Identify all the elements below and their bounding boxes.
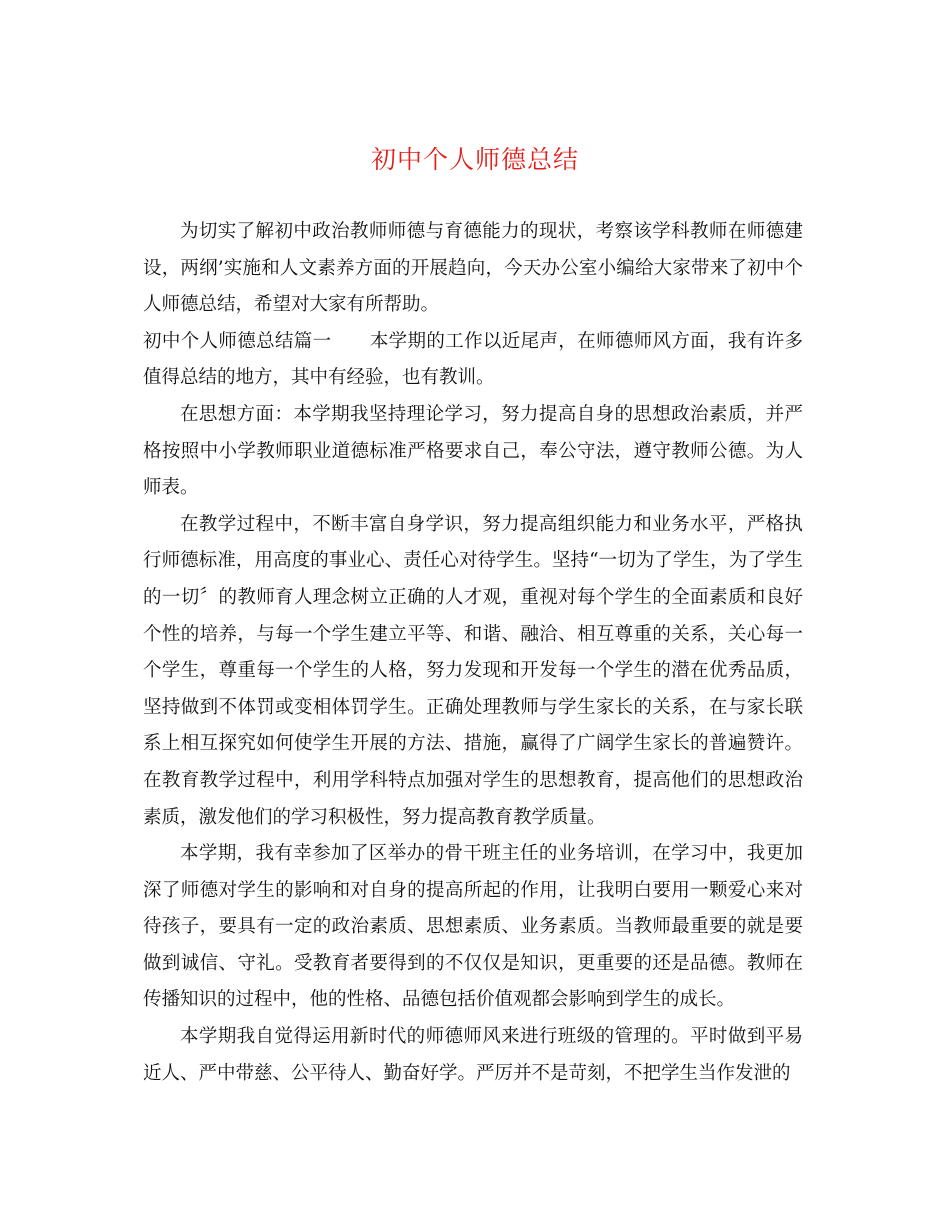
body-paragraph: 本学期我自觉得运用新时代的师德师风来进行班级的管理的。平时做到平易近人、严中带慈、公平待人、勤奋好学。严厉并不是苛刻，不把学生当作发泄的 bbox=[143, 1026, 803, 1084]
section-paragraph bbox=[143, 324, 803, 397]
body-paragraph: 本学期，我有幸参加了区举办的骨干班主任的业务培训，在学习中，我更加深了师德对学生的影响和对自身的提高所起的作用，让我明白要用一颗爱心来对待孩子，要具有一定的政治素质、思想素质、业务素质。当教师最重要的就是要做到诚信、守礼。受教育者要得到的不仅仅是知识，更重要的还是品德。教师在传播知识的过程中，他的性格、品德包括价值观都会影响到学生的成长。 bbox=[143, 843, 803, 1011]
document-body bbox=[143, 214, 803, 1092]
body-paragraph: 在教学过程中，不断丰富自身学识，努力提高组织能力和业务水平，严格执行师德标准，用高度的事业心、责任心对待学生。坚持“一切为了学生，为了学生的一切〞的教师育人理念树立正确的人才观，重视对每个学生的全面素质和良好个性的培养，与每一个学生建立平等、和谐、融洽、相互尊重的关系，关心每一个学生，尊重每一个学生的人格，努力发现和开发每一个学生的潜在优秀品质，坚持做到不体罚或变相体罚学生。正确处理教师与学生家长的关系，在与家长联系上相互探究如何使学生开展的方法、措施，赢得了广阔学生家长的普遍赞许。在教育教学过程中，利用学科特点加强对学生的思想教育，提高他们的思想政治素质，激发他们的学习积极性，努力提高教育教学质量。 bbox=[143, 513, 803, 828]
intro-paragraph: 为切实了解初中政治教师师德与育德能力的现状，考察该学科教师在师德建设，两纲’实施和人文素养方面的开展趋向，今天办公室小编给大家带来了初中个人师德总结，希望对大家有所帮助。 bbox=[143, 221, 803, 316]
section-heading: 初中个人师德总结篇一 bbox=[143, 330, 332, 352]
body-paragraph: 在思想方面：本学期我坚持理论学习，努力提高自身的思想政治素质，并严格按照中小学教师职业道德标准严格要求自己，奉公守法，遵守教师公德。为人师表。 bbox=[143, 403, 803, 499]
section-first-text: 本学期的工作以近尾声，在师德师风方面，我有许多值得总结的地方，其中有经验，也有教训。 bbox=[143, 330, 803, 389]
document-title: 初中个人师德总结 bbox=[370, 145, 579, 174]
